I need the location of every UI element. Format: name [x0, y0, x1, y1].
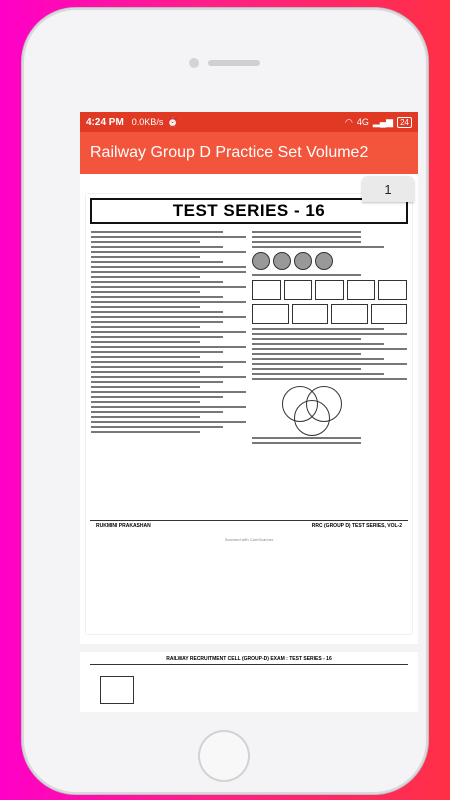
screen	[80, 112, 418, 712]
network-speed: 0.0KB/s	[131, 117, 164, 127]
test-series-title: TEST SERIES - 16	[90, 198, 408, 224]
home-button[interactable]	[198, 730, 250, 782]
signal-icon: ▂▄▆	[372, 116, 394, 127]
status-bar	[80, 112, 418, 132]
scan-watermark: Scanned with CamScanner	[224, 537, 274, 542]
app-bar	[80, 132, 418, 174]
figure-row-1	[252, 280, 407, 300]
app-title: Railway Group D Practice Set Volume2	[90, 144, 369, 161]
question-columns	[86, 224, 412, 520]
figure-row-2	[252, 304, 407, 324]
wifi-icon: ◠	[344, 116, 353, 127]
figure-triangle	[100, 676, 134, 704]
document-page-2	[86, 652, 412, 712]
footer-series: RRC (GROUP D) TEST SERIES, VOL-2	[311, 523, 402, 529]
page-number-badge: 1	[362, 176, 414, 202]
status-time: 4:24 PM	[86, 116, 124, 128]
next-page-header: RAILWAY RECRUITMENT CELL (GROUP-D) EXAM : TEST SERIES - 16	[90, 652, 408, 665]
alarm-icon: ⏰	[167, 116, 179, 127]
document-page	[86, 194, 412, 634]
left-question-column	[91, 228, 246, 520]
pdf-viewer[interactable]	[80, 174, 418, 712]
page-footer	[90, 520, 408, 531]
phone-frame	[22, 8, 428, 794]
figure-circles	[252, 252, 407, 270]
right-question-column	[252, 228, 407, 520]
speaker-grille	[208, 60, 260, 66]
venn-diagram	[272, 386, 407, 434]
publisher-name: RUKMINI PRAKASHAN	[96, 523, 151, 529]
page-separator	[80, 644, 418, 652]
battery-level: 24	[397, 117, 412, 128]
signal-label: 4G	[356, 117, 369, 127]
camera-icon	[189, 58, 199, 68]
